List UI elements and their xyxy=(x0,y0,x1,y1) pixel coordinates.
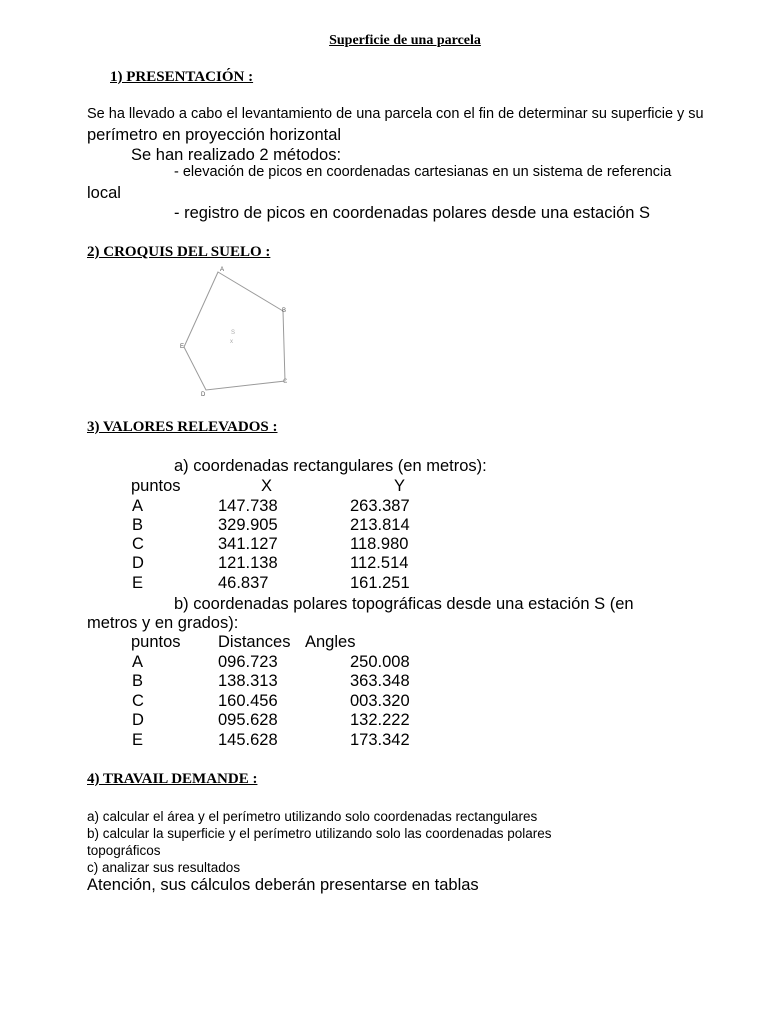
section3-heading: 3) VALORES RELEVADOS : xyxy=(87,419,278,435)
table-cell: 138.313 xyxy=(218,672,278,690)
table-row xyxy=(0,516,768,536)
table-row xyxy=(0,653,768,673)
table-cell: B xyxy=(132,672,144,690)
table-a-header-points: puntos xyxy=(131,477,181,495)
table-cell: 363.348 xyxy=(350,672,410,690)
table-cell: 341.127 xyxy=(218,535,278,553)
section4-note: Atención, sus cálculos deberán presentarse en tablas xyxy=(87,876,479,894)
section4-heading: 4) TRAVAIL DEMANDE : xyxy=(87,771,258,787)
sketch-label-d: D xyxy=(201,392,206,398)
table-cell: 121.138 xyxy=(218,554,278,572)
table-cell: D xyxy=(132,711,144,729)
section4-item-c: c) analizar sus resultados xyxy=(87,860,241,875)
section3-sub-a: a) coordenadas rectangulares (en metros): xyxy=(174,457,487,475)
section4-item-b-line2: topográficos xyxy=(87,843,161,858)
sketch-station-mark: x xyxy=(230,339,233,345)
table-cell: 096.723 xyxy=(218,653,278,671)
table-cell: 095.628 xyxy=(218,711,278,729)
table-cell: 173.342 xyxy=(350,731,410,749)
table-cell: D xyxy=(132,554,144,572)
section3-sub-b-line2: metros y en grados): xyxy=(87,614,239,632)
table-b-header-angles: Angles xyxy=(305,633,356,651)
table-cell: E xyxy=(132,731,144,749)
section4-item-a: a) calcular el área y el perímetro utilizando solo coordenadas rectangulares xyxy=(87,809,538,824)
section1-line4: - elevación de picos en coordenadas cartesianas en un sistema de referencia xyxy=(174,164,672,180)
section1-heading: 1) PRESENTACIÓN : xyxy=(110,69,254,85)
table-a-header-x: X xyxy=(261,477,273,495)
table-row xyxy=(0,672,768,692)
table-cell: C xyxy=(132,535,144,553)
table-row xyxy=(0,711,768,731)
table-cell: A xyxy=(132,497,144,515)
table-a-header-y: Y xyxy=(394,477,406,495)
sketch-label-a: A xyxy=(220,267,225,273)
table-cell: 250.008 xyxy=(350,653,410,671)
table-cell: 161.251 xyxy=(350,574,410,592)
table-cell: 003.320 xyxy=(350,692,410,710)
table-row xyxy=(0,692,768,712)
table-cell: 46.837 xyxy=(218,574,269,592)
table-cell: B xyxy=(132,516,144,534)
table-row xyxy=(0,574,768,594)
table-cell: 263.387 xyxy=(350,497,410,515)
table-b-header xyxy=(0,633,768,653)
table-cell: 160.456 xyxy=(218,692,278,710)
section1-line3: Se han realizado 2 métodos: xyxy=(131,146,342,164)
table-row xyxy=(0,554,768,574)
sketch-label-station: S xyxy=(231,330,236,336)
section1-line1: Se ha llevado a cabo el levantamiento de una parcela con el fin de determinar su superficie y su xyxy=(87,106,704,122)
table-cell: 147.738 xyxy=(218,497,278,515)
table-row xyxy=(0,731,768,751)
table-cell: 132.222 xyxy=(350,711,410,729)
table-b-header-points: puntos xyxy=(131,633,181,651)
sketch-label-e: E xyxy=(180,344,185,350)
section1-line5: local xyxy=(87,184,121,202)
table-row xyxy=(0,535,768,555)
sketch-label-b: B xyxy=(282,308,287,314)
table-cell: A xyxy=(132,653,144,671)
section2-heading: 2) CROQUIS DEL SUELO : xyxy=(87,244,271,260)
table-cell: 112.514 xyxy=(350,554,409,572)
section4-item-b-line1: b) calcular la superficie y el perímetro utilizando solo las coordenadas polares xyxy=(87,826,552,841)
table-cell: 213.814 xyxy=(350,516,410,534)
table-a-header xyxy=(0,477,768,497)
table-b-header-distances: Distances xyxy=(218,633,291,651)
table-cell: E xyxy=(132,574,144,592)
table-cell: C xyxy=(132,692,144,710)
section1-line6: - registro de picos en coordenadas polares desde una estación S xyxy=(174,204,651,222)
table-row xyxy=(0,497,768,517)
table-cell: 329.905 xyxy=(218,516,278,534)
sketch-label-c: C xyxy=(283,379,288,385)
parcel-sketch xyxy=(170,262,300,402)
table-cell: 118.980 xyxy=(350,535,409,553)
page-title: Superficie de una parcela xyxy=(329,33,481,48)
section1-line2: perímetro en proyección horizontal xyxy=(87,126,342,144)
table-cell: 145.628 xyxy=(218,731,278,749)
section3-sub-b-line1: b) coordenadas polares topográficas desde una estación S (en xyxy=(174,595,634,613)
